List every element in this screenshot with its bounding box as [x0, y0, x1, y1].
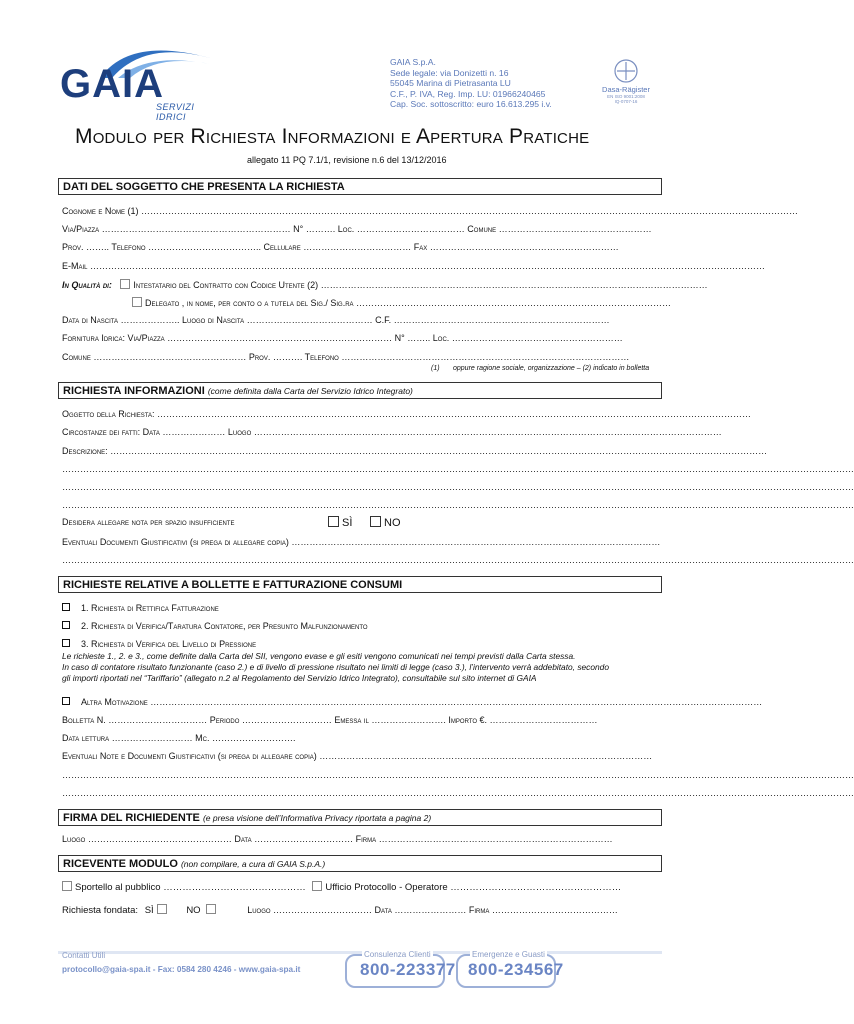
page-title: Modulo per Richiesta Informazioni e Apertura Pratiche: [75, 125, 590, 148]
section-heading-text: FIRMA DEL RICHIEDENTE: [63, 812, 200, 824]
documenti-giustificativi-field[interactable]: Eventuali Documenti Giustificativi (si prega di allegare copia) ……………………………………………………………………………………………………………: [62, 537, 661, 547]
company-line: Cap. Soc. sottoscritto: euro 16.613.295 i.v.: [390, 99, 552, 110]
fornitura-field[interactable]: Fornitura Idrica: Via/Piazza ………………………………………………………………… N° …….. Loc. …………………………………………………: [62, 333, 623, 343]
rettifica-option[interactable]: [62, 603, 658, 613]
descrizione-line[interactable]: …………………………………………………………………………………………………………………………………………………………………………………………………………………………………………: [62, 464, 854, 474]
page-subtitle: allegato 11 PQ 7.1/1, revisione n.6 del 13/12/2016: [247, 155, 447, 165]
section-bollette-heading: [58, 576, 662, 593]
circostanze-field[interactable]: Circostanze dei fatti: Data ………………… Luogo …………………………………………………………………………………………………………………………………………: [62, 427, 722, 437]
delegato-checkbox[interactable]: [132, 297, 142, 307]
nota-si-checkbox[interactable]: [328, 516, 339, 527]
section-heading-text: DATI DEL SOGGETTO CHE PRESENTA LA RICHIESTA: [63, 181, 345, 193]
verifica-pressione-option[interactable]: [62, 639, 658, 649]
contatti-field[interactable]: Prov. …….. Telefono ……………………………….. Cellulare ……………………………… Fax ………………………………………………………: [62, 242, 619, 252]
info-note-line: In caso di contatore risultato funzionante (caso 2.) e di livello di pressione risultato nei limiti di legge (caso 3.), l’intervento verrà addebitato, secondo: [62, 662, 609, 672]
descrizione-field[interactable]: Descrizione: …………………………………………………………………………………………………………………………………………………………………………………………………: [62, 446, 768, 456]
verifica-pressione-checkbox[interactable]: [62, 639, 70, 647]
delegato-label: Delegato , in nome, per conto o a tutela del Sig./ Sig.ra ……………………………………………………………………………………………: [145, 298, 672, 308]
section-firma-heading: [58, 809, 662, 826]
qualita-row-2: [132, 297, 672, 308]
firma-richiedente-field[interactable]: Luogo ………………………………………… Data …………………………… Firma ……………………………………………………………………: [62, 834, 613, 844]
company-line: C.F., P. IVA, Reg. Imp. LU: 01966240465: [390, 88, 546, 99]
footer-contatti[interactable]: protocollo@gaia-spa.it - Fax: 0584 280 4246 - www.gaia-spa.it: [62, 965, 301, 974]
nota-si-label: SÌ: [342, 517, 353, 529]
verifica-contatore-checkbox[interactable]: [62, 621, 70, 629]
company-line: 55045 Marina di Pietrasanta LU: [390, 78, 511, 89]
verifica-pressione-label: 3. Richiesta di Verifica del Livello di Pressione: [81, 639, 257, 649]
nota-no-label: NO: [384, 517, 401, 529]
info-note-line: gli importi riportati nel “Tariffario” (allegato n.2 al Regolamento del Servizio Idrico Integrato), consultabile sul sito internet di GAIA: [62, 673, 537, 683]
documenti-line[interactable]: …………………………………………………………………………………………………………………………………………………………………………………………………………………………………………: [62, 555, 854, 565]
altra-motivazione-checkbox[interactable]: [62, 697, 70, 705]
verifica-contatore-label: 2. Richiesta di Verifica/Taratura Contatore, per Presunto Malfunzionamento: [81, 621, 368, 631]
protocollo-field[interactable]: Ufficio Protocollo - Operatore ………………………………………………: [325, 882, 622, 893]
nota-no-checkbox[interactable]: [370, 516, 381, 527]
company-line: GAIA S.p.A.: [390, 57, 436, 67]
certification-badge: [596, 58, 656, 120]
verifica-contatore-option[interactable]: [62, 621, 658, 631]
intestatario-label: Intestatario del Contratto con Codice Utente (2) …………………………………………………………………………………………………………………: [133, 280, 708, 290]
consulenza-label: Consulenza Clienti: [364, 950, 431, 959]
rettifica-label: 1. Richiesta di Rettifica Fatturazione: [81, 603, 219, 613]
footnote-text: oppure ragione sociale, organizzazione – (2) indicato in bolletta: [453, 365, 650, 372]
certification-seal-icon: [613, 58, 639, 84]
note-giustificativi-field[interactable]: Eventuali Note e Documenti Giustificativi (si prega di allegare copia) …………………………………………………………………………………………………: [62, 751, 653, 761]
footer-contatti-label: Contatti Utili: [62, 951, 106, 960]
gaia-logo: [60, 38, 220, 122]
descrizione-line[interactable]: …………………………………………………………………………………………………………………………………………………………………………………………………………………………………………: [62, 500, 854, 510]
allegare-nota-label: Desidera allegare nota per spazio insufficiente: [62, 517, 235, 527]
info-note-line: Le richieste 1., 2. e 3., come definite dalla Carta del SII, vengono evase e gli esiti vengono comunicati nei tempi previsti dalla Carta stessa.: [62, 651, 576, 661]
sportello-field[interactable]: Sportello al pubblico ………………………………………: [75, 882, 306, 893]
fondata-no-label: NO: [186, 905, 201, 916]
info-note: [62, 651, 609, 684]
cert-line: EN ISO 9001:2008: [607, 94, 645, 99]
qualita-row-1: [62, 279, 708, 290]
section-informazioni-heading: [58, 382, 662, 399]
qualita-label: In Qualità di:: [62, 280, 112, 290]
ricevente-row-1: [62, 881, 658, 893]
section-heading-text: RICHIESTA INFORMAZIONI: [63, 385, 205, 397]
intestatario-checkbox[interactable]: [120, 279, 130, 289]
allegare-nota-row: [62, 517, 658, 527]
sportello-checkbox[interactable]: [62, 881, 72, 891]
section-ricevente-heading: [58, 855, 662, 872]
fondata-si-checkbox[interactable]: [157, 904, 167, 914]
oggetto-field[interactable]: Oggetto della Richiesta: ………………………………………………………………………………………………………………………………………………………………………………: [62, 409, 751, 419]
cert-title: Dasa-Rägister: [602, 85, 650, 94]
ricevente-row-2: [62, 904, 658, 916]
nascita-field[interactable]: Data di Nascita ……………….. Luogo di Nascita …………………………………… C.F. ………………………………………………………………: [62, 315, 610, 325]
descrizione-line[interactable]: …………………………………………………………………………………………………………………………………………………………………………………………………………………………………………: [62, 482, 854, 492]
comune-field[interactable]: Comune …………………………………………… Prov. ………. Telefono ……………………………………………………………………………………: [62, 352, 630, 362]
altra-motivazione-field: Altra Motivazione ……………………………………………………………………………………………………………………………………………………………………………………: [81, 697, 763, 707]
logo-tagline: SERVIZI IDRICI: [156, 102, 195, 122]
data-lettura-field[interactable]: Data lettura ……………………… Mc. ……………………….: [62, 733, 296, 743]
section-heading-text: RICHIESTE RELATIVE A BOLLETTE E FATTURAZIONE CONSUMI: [63, 579, 403, 591]
cert-line: IQ-0707-16: [614, 99, 638, 104]
section-soggetto-heading: [58, 178, 662, 195]
company-info: [390, 57, 552, 110]
bolletta-field[interactable]: Bolletta N. …………………………… Periodo ………………………… Emessa il ……………………. Importo €. ………………………………: [62, 715, 598, 725]
company-line: Sede legale: via Donizetti n. 16: [390, 67, 509, 78]
nota-si-option[interactable]: [328, 516, 352, 529]
fondata-no-checkbox[interactable]: [206, 904, 216, 914]
nota-no-option[interactable]: [370, 516, 401, 529]
section-heading-note: (non compilare, a cura di GAIA S.p.A.): [180, 859, 326, 869]
indirizzo-field[interactable]: Via/Piazza ……………………………………………………… N° ………. Loc. ……………………………… Comune ……………………………………………: [62, 224, 652, 234]
logo-word: GAIA: [60, 62, 164, 106]
footnote-number: (1): [431, 365, 440, 372]
section-heading-note: (e presa visione dell’Informativa Privacy riportata a pagina 2): [202, 813, 432, 823]
note-line[interactable]: …………………………………………………………………………………………………………………………………………………………………………………………………………………………………………: [62, 788, 854, 798]
email-field[interactable]: E-Mail ………………………………………………………………………………………………………………………………………………………………………………………………………: [62, 261, 766, 271]
section-heading-note: (come definita dalla Carta del Servizio Idrico Integrato): [207, 386, 413, 396]
ricevente-luogo-data-firma-field[interactable]: Luogo …………………………… Data …………………… Firma ……………………………………: [247, 905, 618, 915]
protocollo-checkbox[interactable]: [312, 881, 322, 891]
rettifica-checkbox[interactable]: [62, 603, 70, 611]
fondata-label: Richiesta fondata:: [62, 905, 139, 916]
emergenze-number[interactable]: 800-234567: [468, 960, 564, 979]
fondata-si-label: SÌ: [144, 905, 154, 916]
altra-motivazione-option[interactable]: [62, 697, 763, 707]
cognome-nome-field[interactable]: Cognome e Nome (1) …………………………………………………………………………………………………………………………………………………………………………………………………: [62, 206, 799, 216]
consulenza-number[interactable]: 800-223377: [360, 960, 456, 979]
section-heading-text: RICEVENTE MODULO: [63, 858, 178, 870]
note-line[interactable]: …………………………………………………………………………………………………………………………………………………………………………………………………………………………………………: [62, 770, 854, 780]
emergenze-label: Emergenze e Guasti: [472, 950, 545, 959]
